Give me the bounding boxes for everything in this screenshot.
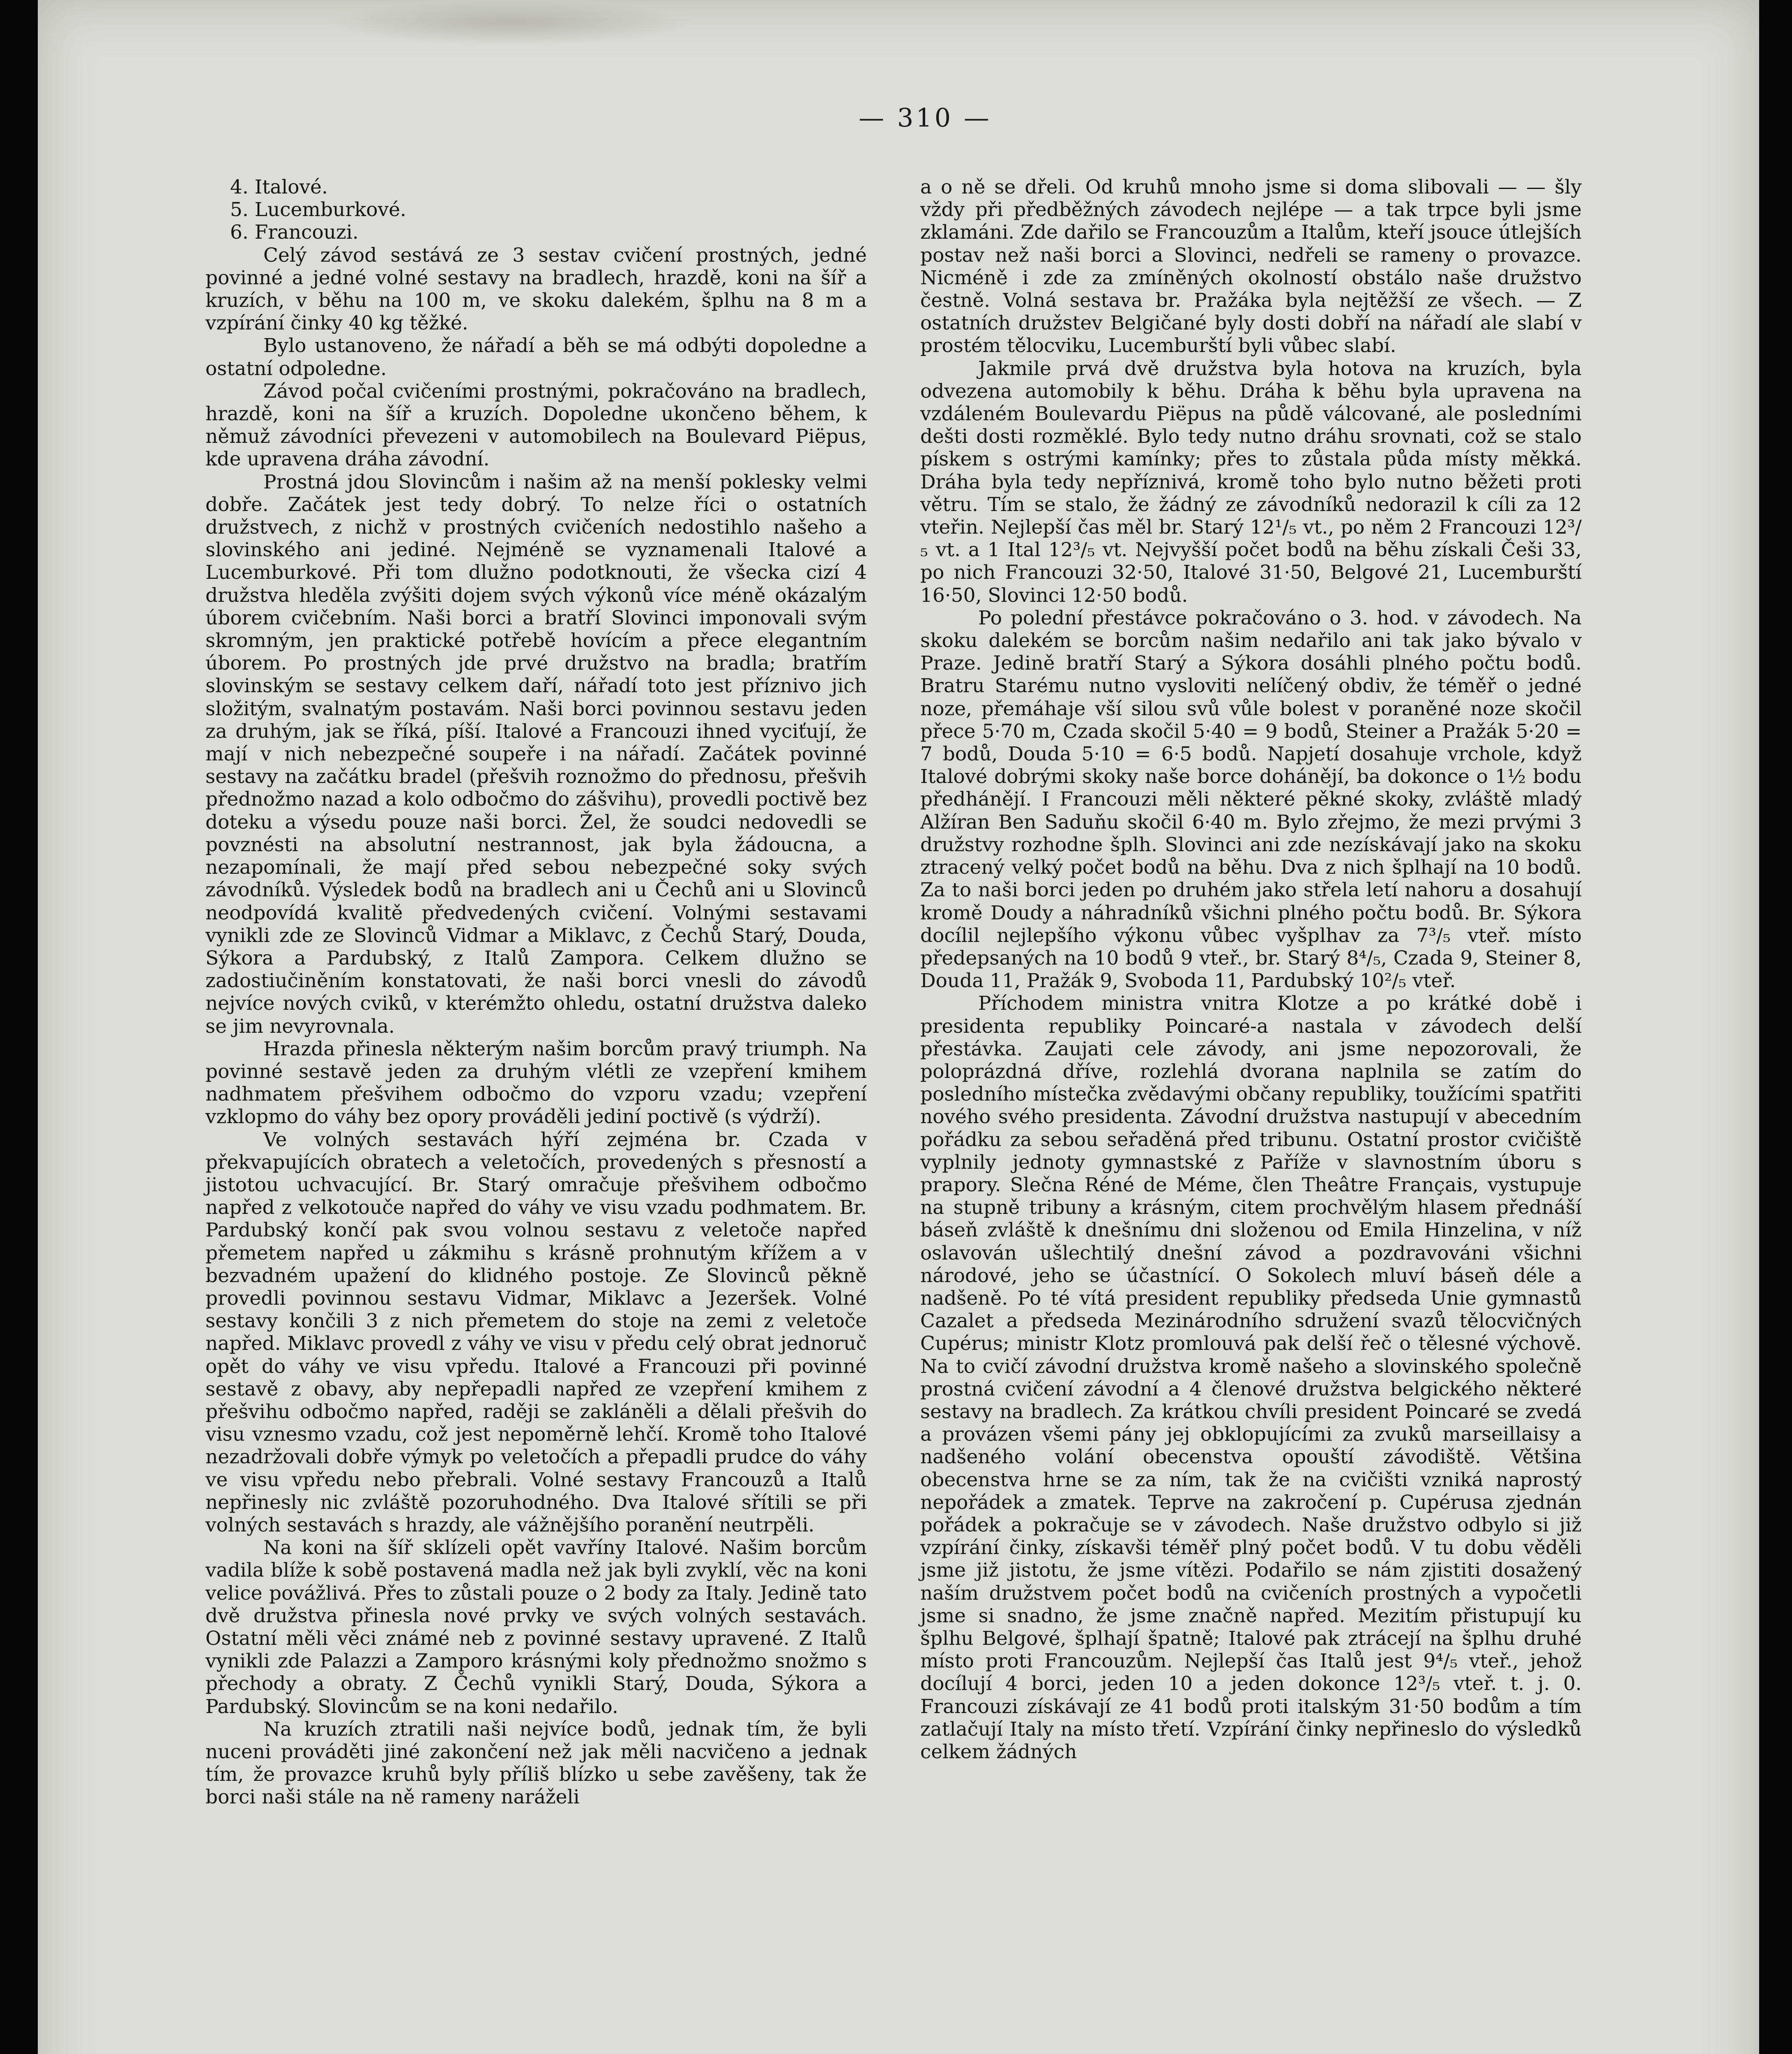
paragraph: Ve volných sestavách hýří zejména br. Czada v překvapujících obratech a veletočích, provedených s přesností a jistotou uchvacující. Br. Starý omračuje přešvihem odbočmo napřed z velkotouče napřed do váhy ve visu vzadu podhmatem. Br. Pardubský končí pak svou volnou sestavu z veletoče napřed přemetem napřed u zákmihu s krásně prohnutým křížem a v bezvadném upažení do klidného postoje. Ze Slovinců pěkně provedli povinnou sestavu Vidmar, Miklavc a Jezeršek. Volné sestavy končili 3 z nich přemetem do stoje na zemi z veletoče napřed. Miklavc provedl z váhy ve visu v předu celý obrat jednoruč opět do váhy ve visu vpředu. Italové a Francouzi při povinné sestavě z obavy, aby nepřepadli napřed ze vzepření kmihem z přešvihu odbočmo napřed, raději se zakláněli a dělali přešvih do visu vznesmo vzadu, což jest nepoměrně lehčí. Kromě toho Italové nezadržovali dobře výmyk po veletočích a přepadli prudce do váhy ve visu vpředu nebo přebrali. Volné sestavy Francouzů a Italů nepřinesly nic zvláště pozoruhodného. Dva Italové sřítili se při volných sestavách s hrazdy, ale vážnějšího poranění neutrpěli. <box>205 1128 867 1536</box>
list-item: 6. Francouzi. <box>230 221 359 244</box>
paragraph: Po polední přestávce pokračováno o 3. hod. v závodech. Na skoku dalekém se borcům našim nedařilo ani tak jako bývalo v Praze. Jedině bratří Starý a Sýkora dosáhli plného počtu bodů. Bratru Starému nutno vysloviti nelíčený obdiv, že téměř o jedné noze, přemáhaje vší silou svů vůle bolest v poraněné noze skočil přece 5·70 m, Czada skočil 5·40 = 9 bodů, Steiner a Pražák 5·20 = 7 bodů, Douda 5·10 = 6·5 bodů. Napjetí dosahuje vrchole, když Italové dobrými skoky naše borce dohánějí, ba dokonce o 1½ bodu předhánějí. I Francouzi měli některé pěkné skoky, zvláště mladý Alžíran Ben Saduňu skočil 6·40 m. Bylo zřejmo, že mezi prvými 3 družstvy rozhodne šplh. Slovinci ani zde nezískávají jako na skoku ztracený velký počet bodů na běhu. Dva z nich šplhají na 10 bodů. Za to naši borci jeden po druhém jako střela letí nahoru a dosahují kromě Doudy a náhradníků všichni plného počtu bodů. Br. Sýkora docílil nejlepšího výkonu vůbec vyšplhav za 7³/₅ vteř. místo předepsaných na 10 bodů 9 vteř., br. Starý 8⁴/₅, Czada 9, Steiner 8, Douda 11, Pražák 9, Svoboda 11, Pardubský 10²/₅ vteř. <box>920 606 1582 992</box>
list-item: 4. Italové. <box>230 176 328 198</box>
paragraph: Bylo ustanoveno, že nářadí a běh se má odbýti dopoledne a ostatní odpoledne. <box>205 334 867 380</box>
page-sheet <box>38 0 1759 2054</box>
paragraph: Na kruzích ztratili naši nejvíce bodů, jednak tím, že byli nuceni prováděti jiné zakončení než jak měli nacvičeno a jednak tím, že provazce kruhů byly příliš blízko u sebe zavěšeny, tak že borci naši stále na ně rameny naráželi <box>205 1718 867 1809</box>
team-list <box>205 176 867 244</box>
paper-stain <box>325 0 695 45</box>
paragraph: Závod počal cvičeními prostnými, pokračováno na bradlech, hrazdě, koni na šíř a kruzích. Dopoledne ukončeno během, k němuž závodníci převezeni v automobilech na Boulevard Piëpus, kde upravena dráha závodní. <box>205 380 867 471</box>
paragraph: Na koni na šíř sklízeli opět vavříny Italové. Našim borcům vadila blíže k sobě postavená madla než jak byli zvyklí, věc na koni velice povážlivá. Přes to zůstali pouze o 2 body za Italy. Jedině tato dvě družstva přinesla nové prvky ve svých volných sestavách. Ostatní měli věci známé neb z povinné sestavy upravené. Z Italů vynikli zde Palazzi a Zamporo krásnými koly přednožmo snožmo s přechody a obraty. Z Čechů vynikli Starý, Douda, Sýkora a Pardubský. Slovincům se na koni nedařilo. <box>205 1536 867 1718</box>
paragraph: Prostná jdou Slovincům i našim až na menší poklesky velmi dobře. Začátek jest tedy dobrý. To nelze říci o ostatních družstvech, z nichž v prostných cvičeních nedostihlo našeho a slovinského ani jediné. Nejméně se vyznamenali Italové a Lucemburkové. Při tom dlužno podotknouti, že všecka cizí 4 družstva hleděla zvýšiti dojem svých výkonů více méně okázalým úborem cvičebním. Naši borci a bratří Slovinci imponovali svým skromným, jen praktické potřebě hovícím a přece elegantním úborem. Po prostných jde prvé družstvo na bradla; bratřím slovinským se sestavy celkem daří, nářadí toto jest příznivo jich složitým, svalnatým postavám. Naši borci povinnou sestavu jeden za druhým, jak se říká, píší. Italové a Francouzi ihned vyciťují, že mají v nich nebezpečné soupeře i na nářadí. Začátek povinné sestavy na začátku bradel (přešvih roznožmo do přednosu, přešvih přednožmo nazad a kolo odbočmo do zášvihu), provedli poctivě bez doteku a výsedu pouze naši borci. Žel, že soudci nedovedli se povznésti na absolutní nestrannost, jak byla žádoucna, a nezapomínali, že mají před sebou nebezpečné soky svých závodníků. Výsledek bodů na bradlech ani u Čechů ani u Slovinců neodpovídá kvalitě předvedených cvičení. Volnými sestavami vynikli zde ze Slovinců Vidmar a Miklavc, z Čechů Starý, Douda, Sýkora a Pardubský, z Italů Zampora. Celkem dlužno se zadostiučiněním konstatovati, že naši borci vnesli do závodů nejvíce nových cviků, v kterémžto ohledu, ostatní družstva daleko se jim nevyrovnala. <box>205 470 867 1038</box>
paragraph: Příchodem ministra vnitra Klotze a po krátké době i presidenta republiky Poincaré-a nastala v závodech delší přestávka. Zaujati cele závody, ani jsme nepozorovali, že poloprázdná dříve, rozlehlá dvorana naplnila se zatím do posledního místečka zvědavými občany republiky, toužícími spatřiti nového svého presidenta. Závodní družstva nastupují v abecedním pořádku za sebou seřaděná před tribunu. Ostatní prostor cvičiště vyplnily jednoty gymnastské z Paříže v slavnostním úboru s prapory. Slečna Réné de Méme, člen Theâtre Français, vystupuje na stupně tribuny a krásným, citem prochvělým hlasem přednáší báseň zvláště k dnešnímu dni složenou od Emila Hinzelina, v níž oslavován ušlechtilý dnešní závod a pozdravováni všichni národové, jeho se účastnící. O Sokolech mluví báseň déle a nadšeně. Po té vítá president republiky předseda Unie gymnastů Cazalet a předseda Mezinárodního sdružení svazů tělocvičných Cupérus; ministr Klotz promlouvá pak delší řeč o tělesné výchově. Na to cvičí závodní družstva kromě našeho a slovinského společně prostná cvičení závodní a 4 členové družstva belgického některé sestavy na bradlech. Za krátkou chvíli president Poincaré se zvedá a provázen všemi pány jej obklopujícími za zvuků marseillaisy a nadšeného volání obecenstva opouští závodiště. Většina obecenstva hrne se za ním, tak že na cvičišti vzniká naprostý nepořádek a zmatek. Teprve na zakročení p. Cupérusa zjednán pořádek a pokračuje se v závodech. Naše družstvo odbylo si již vzpírání činky, získavši téměř plný počet bodů. V tu dobu věděli jsme již jistotu, že jsme vítězi. Podařilo se nám zjistiti dosažený naším družstvem počet bodů na cvičeních prostných a vypočetli jsme si snadno, že jsme značně napřed. Mezitím přistupují ku šplhu Belgové, šplhají špatně; Italové pak ztrácejí na šplhu druhé místo proti Francouzům. Nejlepší čas Italů jest 9⁴/₅ vteř., jehož docílují 4 borci, jeden 10 a jeden dokonce 12³/₅ vteř. t. j. 0. Francouzi získávají ze 41 bodů proti italským 31·50 bodům a tím zatlačují Italy na místo třetí. Vzpírání činky nepřineslo do výsledků celkem žádných <box>920 992 1582 1764</box>
page-number: — 310 — <box>859 103 992 133</box>
paragraph: a o ně se dřeli. Od kruhů mnoho jsme si doma slibovali — — šly vždy při předběžných závodech nejlépe — a tak trpce byli jsme zklamáni. Zde dařilo se Francouzům a Italům, kteří jsouce útlejších postav než naši borci a Slovinci, nedřeli se rameny o provazce. Nicméně i zde za zmíněných okolností obstálo naše družstvo čestně. Volná sestava br. Pražáka byla nejtěžší ze všech. — Z ostatních družstev Belgičané byly dosti dobří na nářadí ale slabí v prostém tělocviku, Lucemburští byli vůbec slabí. <box>920 176 1582 357</box>
paragraph: Hrazda přinesla některým našim borcům pravý triumph. Na povinné sestavě jeden za druhým vlétli ze vzepření kmihem nadhmatem přešvihem odbočmo do vzporu vzadu; vzepření vzklopmo do váhy bez opory prováděli jediní poctivě (s výdrží). <box>205 1037 867 1128</box>
paragraph: Jakmile prvá dvě družstva byla hotova na kruzích, byla odvezena automobily k běhu. Dráha k běhu byla upravena na vzdáleném Boulevardu Piëpus na půdě válcované, ale posledními dešti dosti rozměklé. Bylo tedy nutno dráhu srovnati, což se stalo pískem s ostrými kamínky; přes to zůstala půda místy měkká. Dráha byla tedy nepříznivá, kromě toho bylo nutno běžeti proti větru. Tím se stalo, že žádný ze závodníků nedorazil k cíli za 12 vteřin. Nejlepší čas měl br. Starý 12¹/₅ vt., po něm 2 Francouzi 12³/₅ vt. a 1 Ital 12³/₅ vt. Nejvyšší počet bodů na běhu získali Češi 33, po nich Francouzi 32·50, Italové 31·50, Belgové 21, Lucemburští 16·50, Slovinci 12·50 bodů. <box>920 357 1582 607</box>
list-item: 5. Lucemburkové. <box>230 198 406 221</box>
paragraph: Celý závod sestává ze 3 sestav cvičení prostných, jedné povinné a jedné volné sestavy na bradlech, hrazdě, koni na šíř a kruzích, v běhu na 100 m, ve skoku dalekém, šplhu na 8 m a vzpírání činky 40 kg těžké. <box>205 244 867 335</box>
left-column <box>205 176 867 2054</box>
right-column <box>920 176 1582 2054</box>
